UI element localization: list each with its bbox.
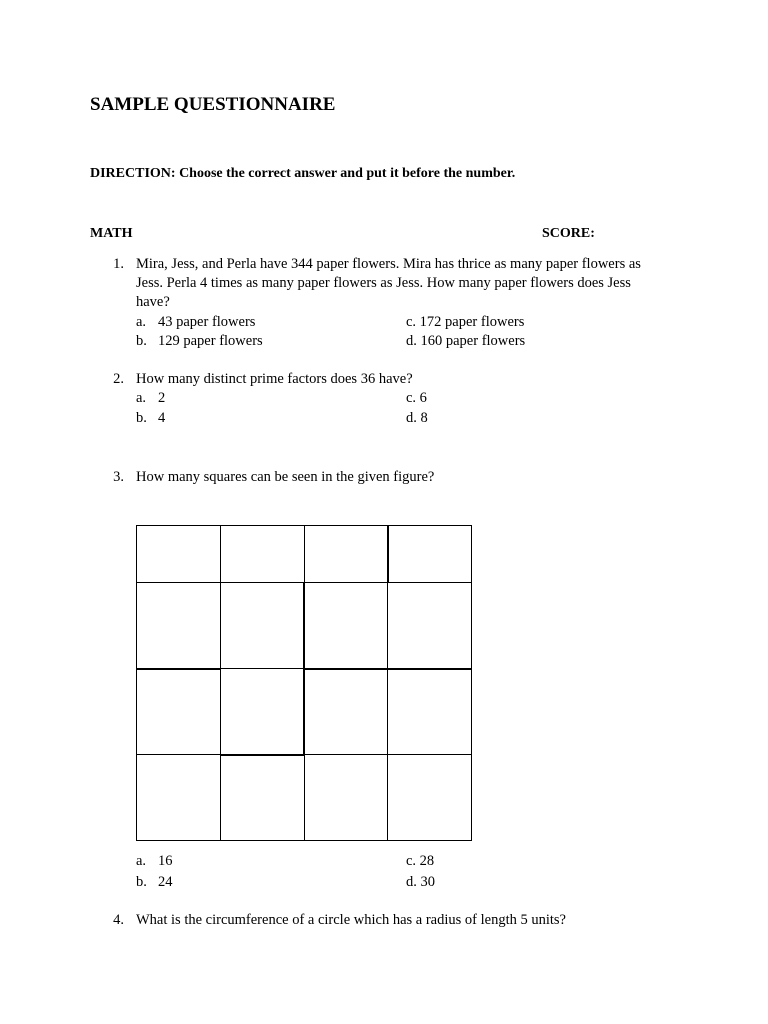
subject-label: MATH (90, 226, 133, 241)
question-4-line-1: What is the circumference of a circle which has a radius of length 5 units? (136, 912, 566, 928)
question-2-number: 2. (113, 371, 124, 387)
page-title: SAMPLE QUESTIONNAIRE (90, 94, 336, 115)
question-1-option-b: 129 paper flowers (158, 333, 263, 349)
question-4-number: 4. (113, 912, 124, 928)
question-3-number: 3. (113, 469, 124, 485)
question-1-option-c: c. 172 paper flowers (406, 314, 525, 330)
grid-cell (137, 669, 221, 755)
grid-cell (304, 755, 388, 841)
grid-cell (137, 755, 221, 841)
direction-text: DIRECTION: Choose the correct answer and put it before the number. (90, 166, 516, 181)
grid-cell (388, 755, 472, 841)
question-3-option-b: 24 (158, 874, 173, 890)
score-label: SCORE: (542, 226, 595, 241)
question-3-option-c: c. 28 (406, 853, 435, 869)
question-1-number: 1. (113, 256, 124, 272)
question-3-option-b-letter: b. (136, 874, 147, 890)
question-1-option-a: 43 paper flowers (158, 314, 256, 330)
question-2-option-d: d. 8 (406, 410, 428, 426)
question-1-option-b-letter: b. (136, 333, 147, 349)
question-2-line-1: How many distinct prime factors does 36 have? (136, 371, 413, 387)
question-2-option-a: 2 (158, 390, 166, 406)
grid-cell (220, 526, 304, 583)
question-3-option-a: 16 (158, 853, 173, 869)
question-3-line-1: How many squares can be seen in the given figure? (136, 469, 435, 485)
question-2-option-b-letter: b. (136, 410, 147, 426)
grid-cell (304, 669, 388, 755)
grid-cell (388, 583, 472, 669)
grid-cell (388, 526, 472, 583)
question-1-option-a-letter: a. (136, 314, 147, 330)
question-2-option-a-letter: a. (136, 390, 147, 406)
question-1-line-2: Jess. Perla 4 times as many paper flowers as Jess. How many paper flowers does Jess (136, 275, 631, 291)
question-3-option-d: d. 30 (406, 874, 435, 890)
grid-cell (137, 583, 221, 669)
grid-cell (220, 755, 304, 841)
question-2-option-c: c. 6 (406, 390, 427, 406)
grid-cell (220, 583, 304, 669)
question-1-line-3: have? (136, 294, 170, 310)
question-3-option-a-letter: a. (136, 853, 147, 869)
question-1-option-d: d. 160 paper flowers (406, 333, 526, 349)
grid-cell (304, 583, 388, 669)
squares-figure (136, 525, 472, 841)
grid-cell (137, 526, 221, 583)
grid-cell (388, 669, 472, 755)
grid-cell (304, 526, 388, 583)
question-2-option-b: 4 (158, 410, 166, 426)
grid-cell (220, 669, 304, 755)
question-1-line-1: Mira, Jess, and Perla have 344 paper flowers. Mira has thrice as many paper flowers as (136, 256, 641, 272)
